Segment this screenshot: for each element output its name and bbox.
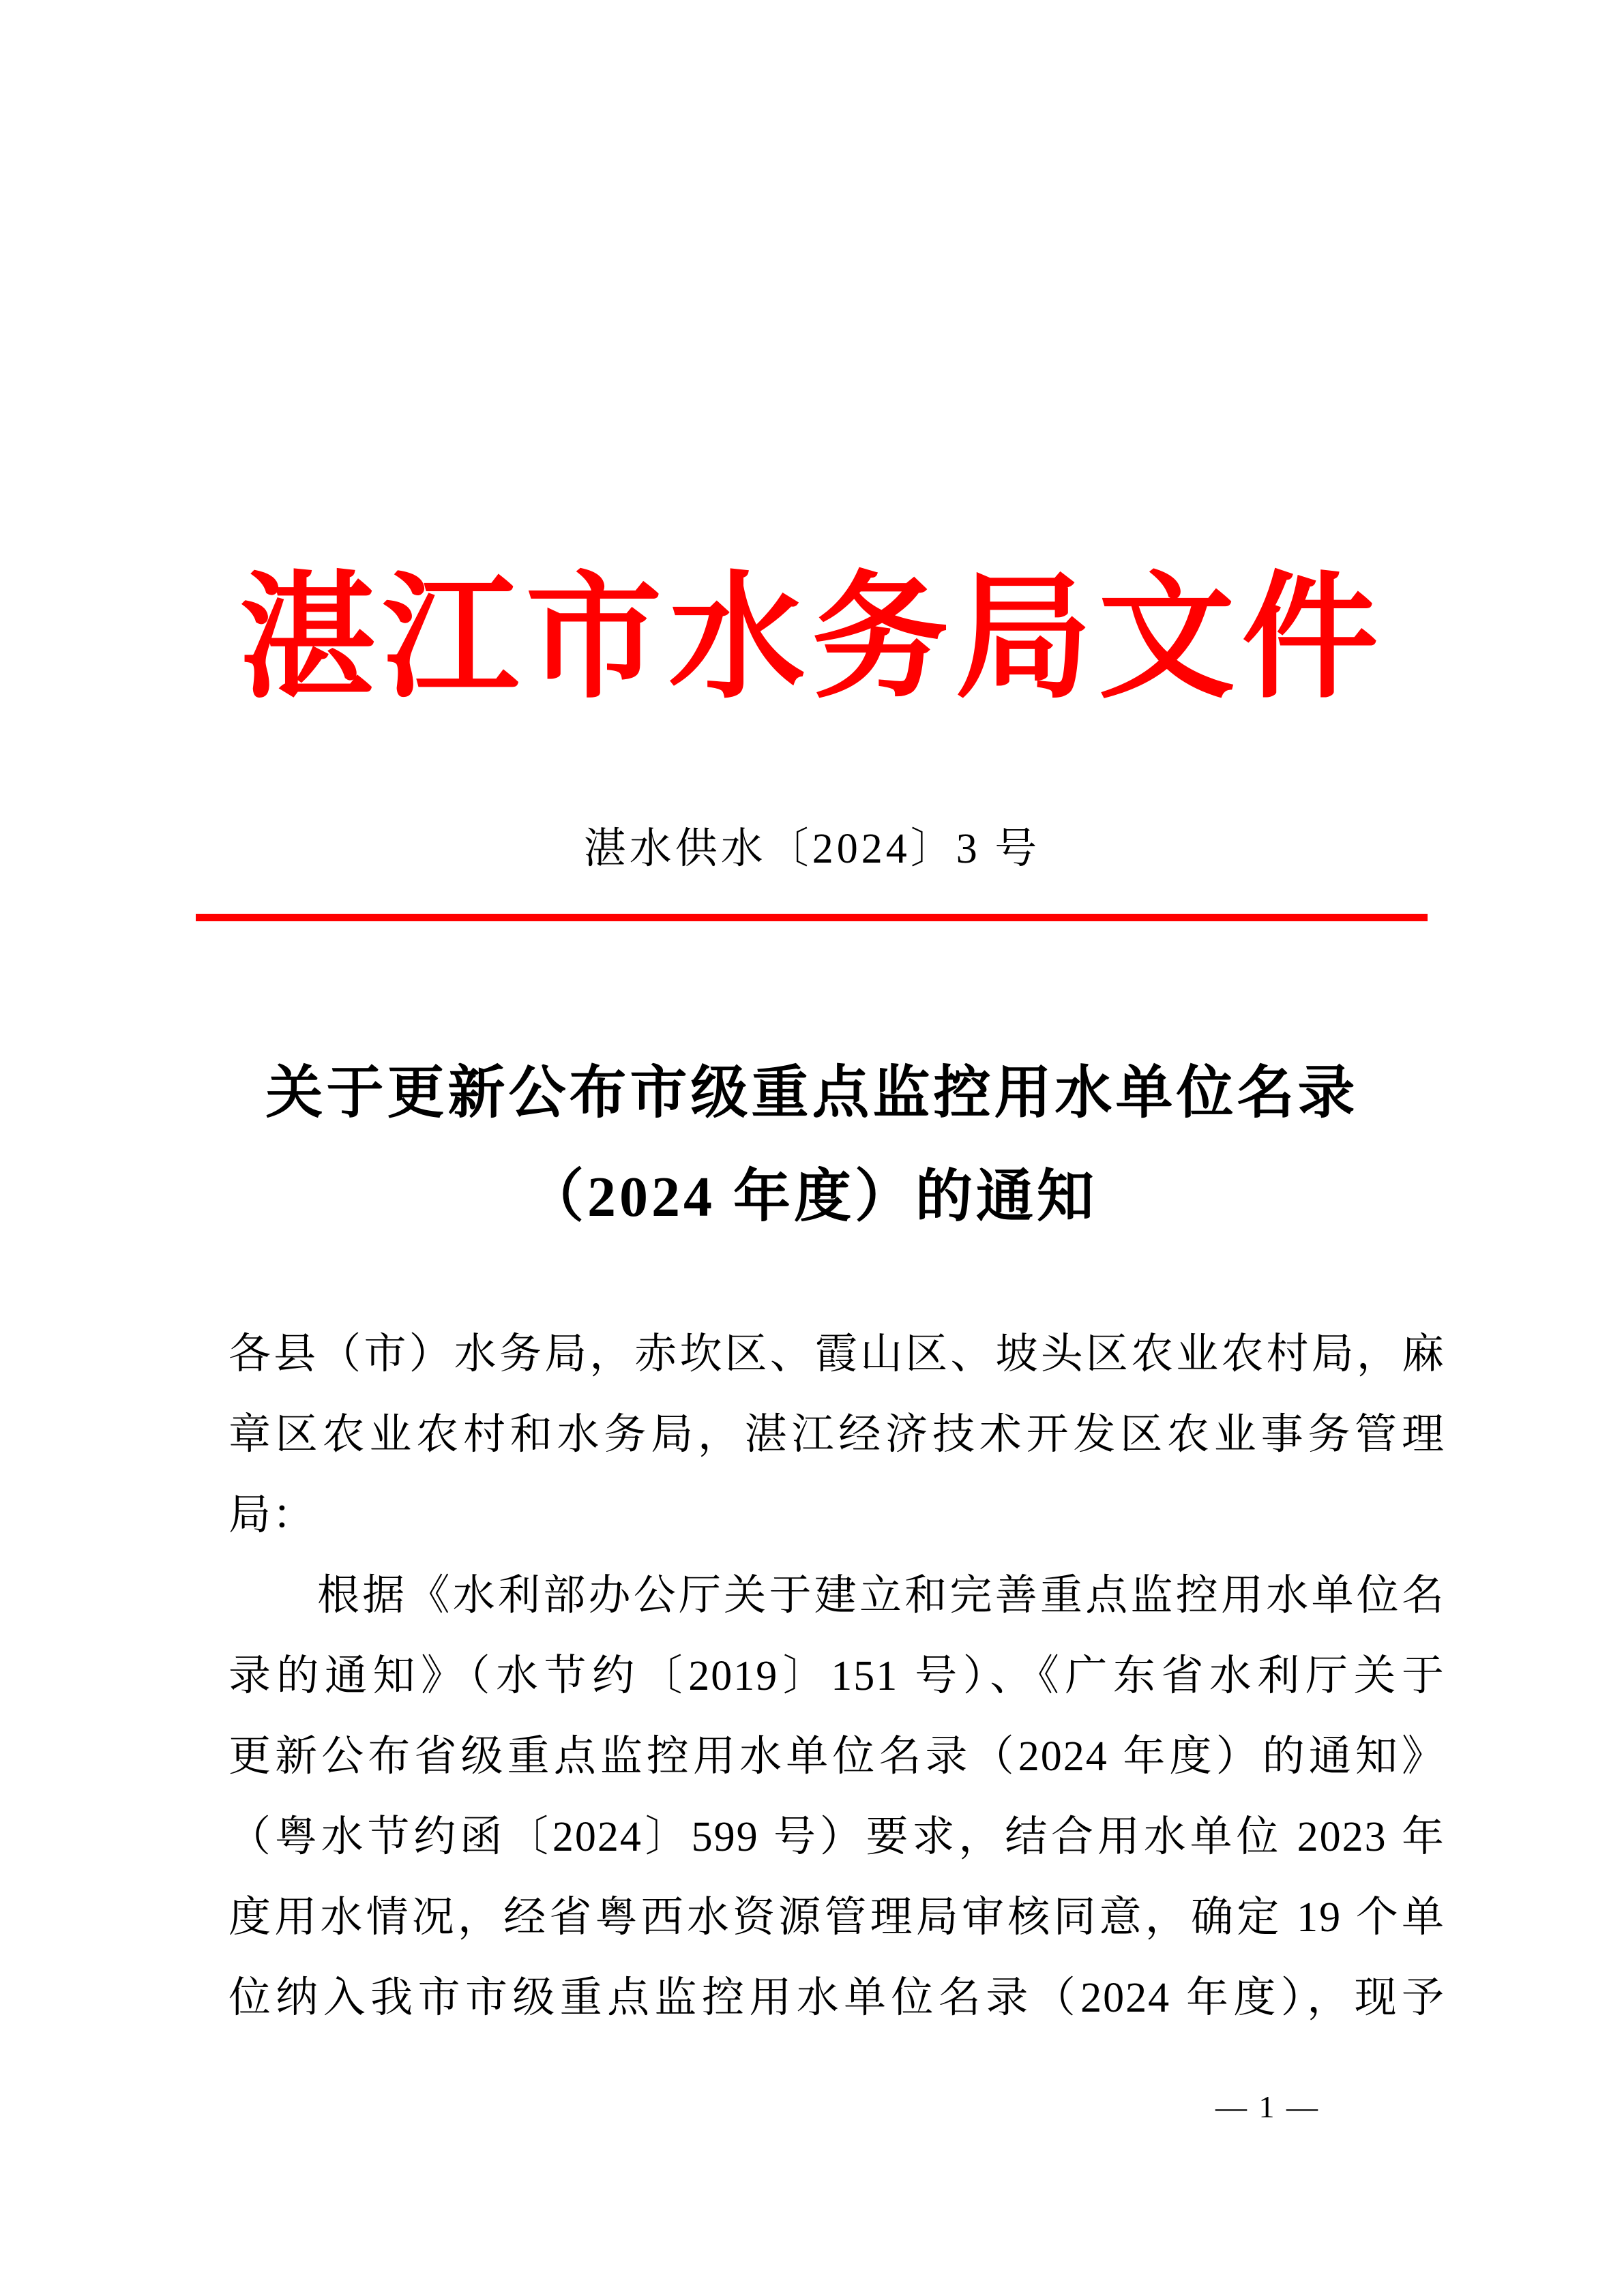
page-number: — 1 — xyxy=(1215,2089,1320,2124)
body-line: 局： xyxy=(228,1492,316,1538)
body-line: 录的通知》（水节约〔2019〕151 号）、《广东省水利厅关于 xyxy=(228,1653,1445,1699)
document-title xyxy=(0,1042,1624,1249)
body-line: 根据《水利部办公厅关于建立和完善重点监控用水单位名 xyxy=(317,1572,1445,1619)
doc-number: 湛水供水〔2024〕3 号 xyxy=(583,826,1041,872)
document-title-line1: 关于更新公布市级重点监控用水单位名录 xyxy=(265,1062,1359,1125)
agency-title: 湛江市水务局文件 xyxy=(239,564,1385,715)
body-line: （粤水节约函〔2024〕599 号）要求，结合用水单位 2023 年 xyxy=(228,1814,1445,1860)
body-line: 章区农业农村和水务局，湛江经济技术开发区农业事务管理 xyxy=(228,1412,1445,1458)
body-line: 度用水情况，经省粤西水资源管理局审核同意，确定 19 个单 xyxy=(228,1894,1445,1941)
body-line: 各县（市）水务局，赤坎区、霞山区、坡头区农业农村局，麻 xyxy=(228,1331,1445,1377)
body-line: 位纳入我市市级重点监控用水单位名录（2024 年度），现予 xyxy=(228,1975,1445,2021)
body-text xyxy=(228,1314,1445,2038)
red-divider-line xyxy=(196,914,1428,921)
document-title-line2: （2024 年度）的通知 xyxy=(526,1165,1097,1229)
body-line: 更新公布省级重点监控用水单位名录（2024 年度）的通知》 xyxy=(228,1733,1445,1780)
